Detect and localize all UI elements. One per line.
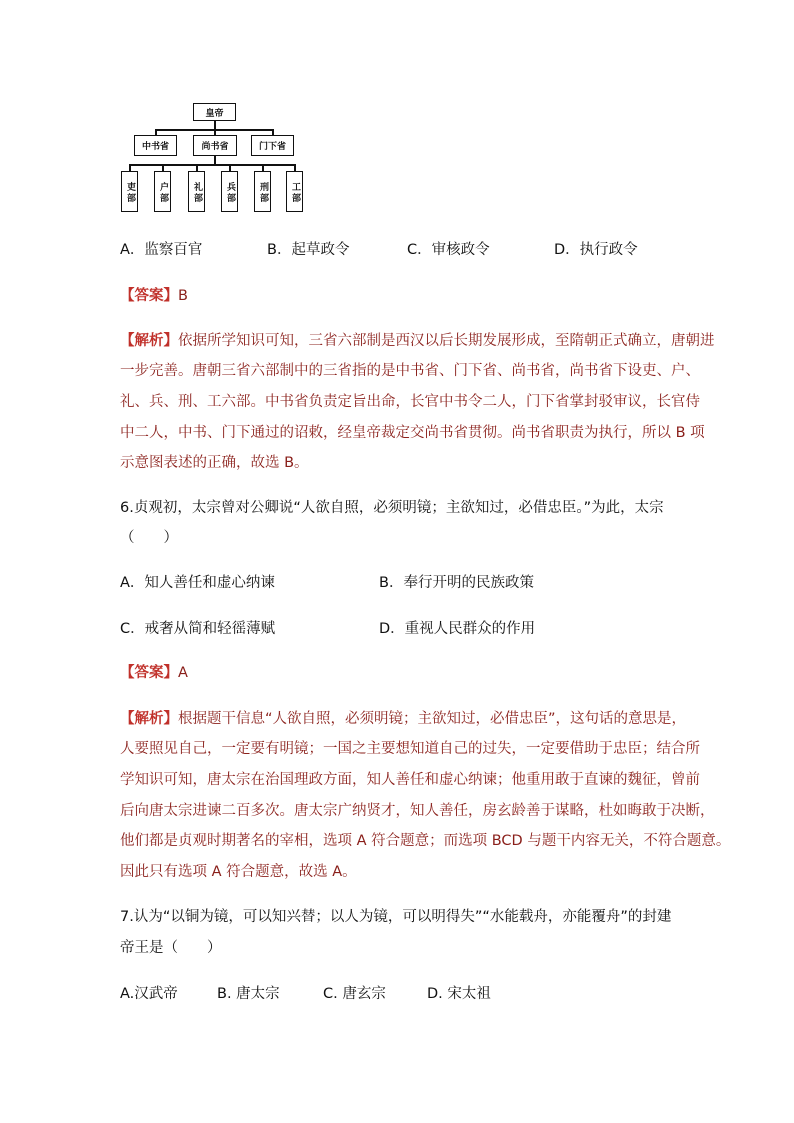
q7-option-a: A.汉武帝 xyxy=(120,986,178,1002)
answer-value: A xyxy=(178,665,188,681)
q5-analysis-line-2: 一步完善。唐朝三省六部制中的三省指的是中书省、门下省、尚书省，尚书省下设吏、户、 xyxy=(120,363,700,379)
q7-stem-line-1: 7.认为“以铜为镜，可以知兴替；以人为镜，可以明得失”“水能载舟，亦能覆舟”的封建 xyxy=(120,909,672,925)
diagram-label-shangshu: 尚书省 xyxy=(201,142,229,152)
diagram-label-zhongshu: 中书省 xyxy=(141,142,169,152)
q5-option-c: C．审核政令 xyxy=(407,242,490,258)
analysis-tag: 【解析】 xyxy=(120,333,178,349)
q6-option-b: B．奉行开明的民族政策 xyxy=(379,575,534,591)
q7-option-d: D. 宋太祖 xyxy=(427,986,491,1002)
diagram-box-hu-ministry xyxy=(154,171,171,212)
answer-tag: 【答案】 xyxy=(120,288,178,304)
connector xyxy=(294,164,296,171)
q5-option-a: A．监察百官 xyxy=(120,242,203,258)
q7-stem-line-2: 帝王是（ ） xyxy=(120,940,222,956)
connector xyxy=(129,164,131,171)
diagram-label-menxia: 门下省 xyxy=(258,142,286,152)
analysis-tag: 【解析】 xyxy=(120,711,178,727)
answer-value: B xyxy=(178,288,188,304)
q6-option-d: D．重视人民群众的作用 xyxy=(379,621,536,637)
diagram-label-li-ministry: 吏部 xyxy=(125,181,135,204)
q6-analysis-line-2: 人要照见自己，一定要有明镜；一国之主要想知道自己的过失，一定要借助于忠臣；结合所 xyxy=(120,741,700,757)
q6-stem-line-1: 6.贞观初，太宗曾对公卿说“人欲自照，必须明镜；主欲知过，必借忠臣。”为此，太宗 xyxy=(120,500,664,516)
diagram-label-emperor: 皇帝 xyxy=(205,108,224,119)
answer-tag: 【答案】 xyxy=(120,665,178,681)
diagram-box-bing-ministry xyxy=(221,171,238,212)
q6-analysis-line-1 xyxy=(120,712,686,727)
q5-option-d: D．执行政令 xyxy=(554,242,638,258)
q6-stem-line-2: （ ） xyxy=(120,530,178,546)
analysis-text: 依据所学知识可知，三省六部制是西汉以后长期发展形成，至隋朝正式确立，唐朝进 xyxy=(178,333,715,349)
diagram-box-xing-ministry xyxy=(254,171,271,212)
diagram-label-rites-ministry: 礼部 xyxy=(192,181,202,204)
q6-option-c: C．戒奢从简和轻徭薄赋 xyxy=(120,621,276,637)
q6-analysis-line-4: 后向唐太宗进谏二百多次。唐太宗广纳贤才，知人善任，房玄龄善于谋略，杜如晦敢于决断， xyxy=(120,803,715,819)
diagram-box-shangshu xyxy=(193,135,237,156)
diagram-label-bing-ministry: 兵部 xyxy=(225,181,235,204)
analysis-text: 根据题干信息“人欲自照，必须明镜；主欲知过，必借忠臣”，这句话的意思是， xyxy=(178,711,687,727)
q6-analysis-line-6: 因此只有选项 A 符合题意，故选 A。 xyxy=(120,864,357,880)
q7-option-c: C. 唐玄宗 xyxy=(323,986,386,1002)
q5-answer xyxy=(120,289,188,304)
diagram-box-emperor xyxy=(193,103,236,121)
q5-option-b: B．起草政令 xyxy=(267,242,350,258)
diagram-box-zhongshu xyxy=(134,135,177,156)
q5-analysis-line-3: 礼、兵、刑、工六部。中书省负责定旨出命，长官中书令二人，门下省掌封驳审议，长官侍 xyxy=(120,394,700,410)
q7-option-b: B. 唐太宗 xyxy=(217,986,280,1002)
q5-analysis-line-4: 中二人，中书、门下通过的诏敕，经皇帝裁定交尚书省贯彻。尚书省职责为执行，所以 B 项 xyxy=(120,425,705,441)
q6-option-a: A．知人善任和虚心纳谏 xyxy=(120,575,275,591)
q6-analysis-line-5: 他们都是贞观时期著名的宰相，选项 A 符合题意；而选项 BCD 与题干内容无关，不符合题意。 xyxy=(120,833,731,849)
diagram-label-gong-ministry: 工部 xyxy=(290,181,300,204)
connector xyxy=(162,164,164,171)
connector xyxy=(262,164,264,171)
diagram-label-hu-ministry: 户部 xyxy=(158,181,168,204)
connector xyxy=(129,164,295,166)
diagram-box-rites-ministry xyxy=(188,171,205,212)
diagram-label-xing-ministry: 刑部 xyxy=(258,181,268,204)
q6-analysis-line-3: 学知识可知，唐太宗在治国理政方面，知人善任和虚心纳谏；他重用敢于直谏的魏征，曾前 xyxy=(120,772,700,788)
connector xyxy=(229,164,231,171)
q5-analysis-line-1 xyxy=(120,334,715,349)
q5-analysis-line-5: 示意图表述的正确，故选 B。 xyxy=(120,455,309,471)
diagram-box-gong-ministry xyxy=(286,171,303,212)
diagram-box-li-ministry xyxy=(121,171,138,212)
q6-answer xyxy=(120,666,188,681)
connector xyxy=(196,164,198,171)
diagram-box-menxia xyxy=(251,135,294,156)
